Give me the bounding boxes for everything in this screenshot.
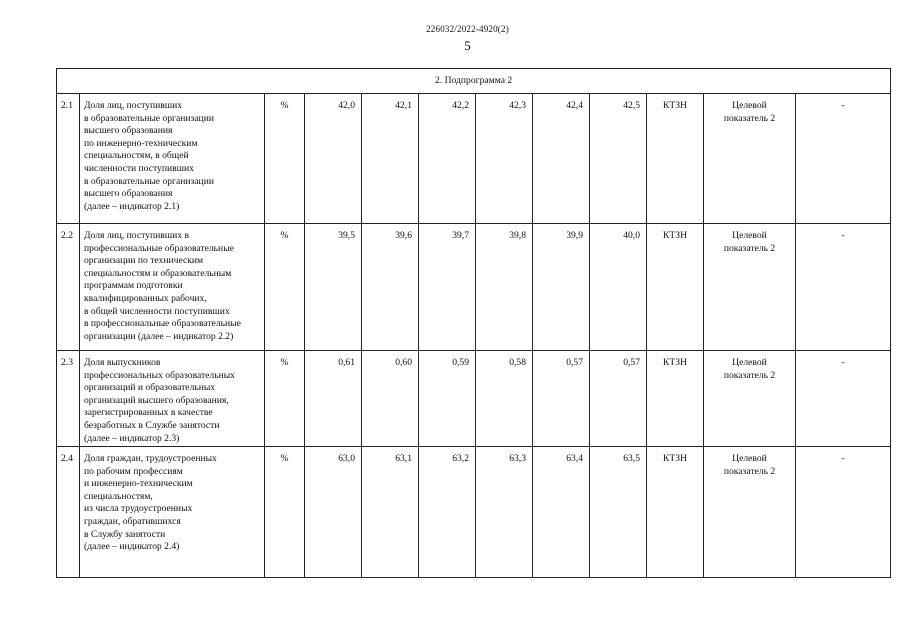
indicator-type-cell: Целевой показатель 2 [704,94,796,224]
subprogram-header-row [57,69,891,94]
value-cell: 39,7 [419,224,476,351]
value-cell: 39,9 [533,224,590,351]
value-cell: 0,58 [476,351,533,447]
indicator-type-cell: Целевой показатель 2 [704,351,796,447]
agency-cell: КТЗН [647,447,704,578]
table-row [57,351,891,447]
value-cell: 42,1 [362,94,419,224]
note-cell: - [796,94,891,224]
table-row [57,224,891,351]
agency-cell: КТЗН [647,224,704,351]
page-number: 5 [464,38,471,53]
unit-cell: % [265,351,305,447]
indicators-table [56,68,891,578]
document-code: 226032/2022-4920(2) [426,24,509,34]
value-cell: 42,3 [476,94,533,224]
value-cell: 0,60 [362,351,419,447]
indicator-type-cell: Целевой показатель 2 [704,224,796,351]
value-cell: 0,61 [305,351,362,447]
unit-cell: % [265,224,305,351]
value-cell: 63,1 [362,447,419,578]
value-cell: 63,0 [305,447,362,578]
value-cell: 39,6 [362,224,419,351]
note-cell: - [796,224,891,351]
value-cell: 63,4 [533,447,590,578]
indicator-name: Доля граждан, трудоустроенных по рабочим профессиям и инженерно-техническим специальностям, из числа трудоустроенных граждан, обратившихся в Службу занятости (далее – индикатор 2.4) [80,447,265,578]
table-row [57,94,891,224]
value-cell: 42,4 [533,94,590,224]
value-cell: 39,5 [305,224,362,351]
indicator-name: Доля выпускников профессиональных образовательных организаций и образовательных организаций высшего образования, зарегистрированных в качестве безработных в Службе занятости (далее – индикатор 2.3) [80,351,265,447]
value-cell: 63,5 [590,447,647,578]
indicator-name: Доля лиц, поступивших в профессиональные образовательные организации по техническим специальностям и образовательным программам подготовки квалифицированных рабочих, в общей численности поступивших в профессиональные образовательные организации (далее – индикатор 2.2) [80,224,265,351]
value-cell: 0,57 [590,351,647,447]
indicator-type-cell: Целевой показатель 2 [704,447,796,578]
row-number: 2.3 [57,351,80,447]
subprogram-title: 2. Подпрограмма 2 [57,69,891,94]
note-cell: - [796,351,891,447]
value-cell: 63,3 [476,447,533,578]
value-cell: 0,57 [533,351,590,447]
value-cell: 42,5 [590,94,647,224]
row-number: 2.2 [57,224,80,351]
table-row [57,447,891,578]
value-cell: 0,59 [419,351,476,447]
value-cell: 42,0 [305,94,362,224]
value-cell: 40,0 [590,224,647,351]
unit-cell: % [265,447,305,578]
value-cell: 39,8 [476,224,533,351]
agency-cell: КТЗН [647,351,704,447]
indicator-name: Доля лиц, поступивших в образовательные организации высшего образования по инженерно-техническим специальностям, в общей численности поступивших в образовательные организации высшего образования (далее – индикатор 2.1) [80,94,265,224]
note-cell: - [796,447,891,578]
agency-cell: КТЗН [647,94,704,224]
row-number: 2.1 [57,94,80,224]
row-number: 2.4 [57,447,80,578]
value-cell: 63,2 [419,447,476,578]
unit-cell: % [265,94,305,224]
value-cell: 42,2 [419,94,476,224]
